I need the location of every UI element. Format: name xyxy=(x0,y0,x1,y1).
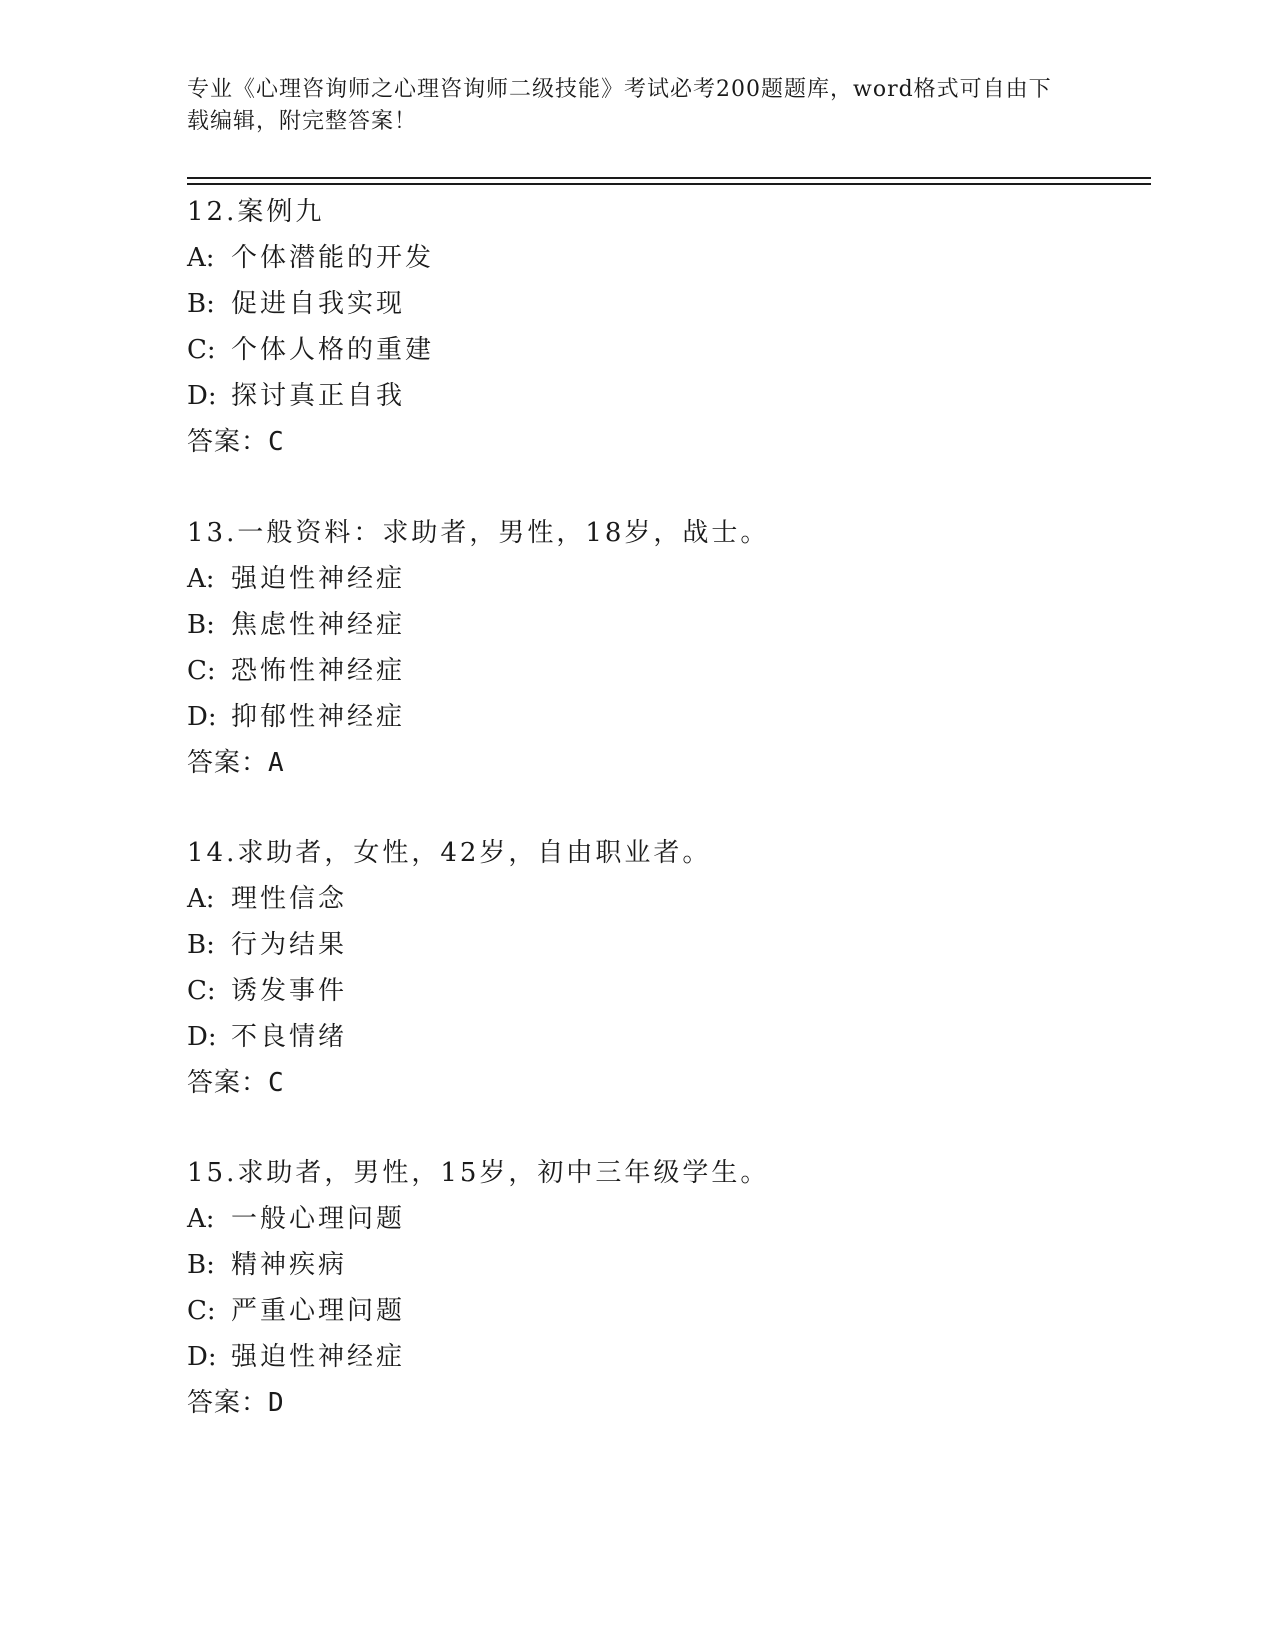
option-a xyxy=(187,556,1147,602)
option-c xyxy=(187,327,1147,373)
answer-label: 答案： xyxy=(187,427,269,457)
option-a xyxy=(187,1196,1147,1242)
answer-line xyxy=(187,1380,1147,1426)
option-d xyxy=(187,1334,1147,1380)
option-text: 理性信念 xyxy=(231,884,348,914)
option-text: 探讨真正自我 xyxy=(231,381,406,411)
option-text: 促进自我实现 xyxy=(231,289,406,319)
option-text: 诱发事件 xyxy=(231,976,348,1006)
option-b xyxy=(187,1242,1147,1288)
option-letter: A: xyxy=(187,243,215,273)
answer-label: 答案： xyxy=(187,1068,269,1098)
option-letter: C: xyxy=(187,1296,216,1326)
option-letter: B: xyxy=(187,289,215,319)
option-letter: A: xyxy=(187,1204,215,1234)
header-divider-top xyxy=(187,177,1151,179)
answer-label: 答案： xyxy=(187,1388,269,1418)
option-a xyxy=(187,235,1147,281)
option-text: 个体潜能的开发 xyxy=(231,243,435,273)
option-letter: C: xyxy=(187,656,216,686)
option-letter: D: xyxy=(187,1022,217,1052)
option-b xyxy=(187,922,1147,968)
header-divider-bottom xyxy=(187,183,1151,185)
option-letter: B: xyxy=(187,610,215,640)
question-stem: 15.求助者，男性，15岁，初中三年级学生。 xyxy=(187,1158,770,1188)
option-d xyxy=(187,373,1147,419)
answer-value: D xyxy=(268,1388,284,1418)
option-text: 强迫性神经症 xyxy=(231,564,406,594)
option-text: 恐怖性神经症 xyxy=(231,656,406,686)
option-letter: D: xyxy=(187,1342,217,1372)
option-letter: D: xyxy=(187,702,217,732)
option-text: 不良情绪 xyxy=(231,1022,348,1052)
answer-label: 答案： xyxy=(187,748,269,778)
option-b xyxy=(187,602,1147,648)
option-text: 行为结果 xyxy=(231,930,348,960)
option-text: 强迫性神经症 xyxy=(231,1342,406,1372)
document-header: 专业《心理咨询师之心理咨询师二级技能》考试必考200题题库，word格式可自由下载编辑，附完整答案！ xyxy=(187,77,1052,134)
option-text: 严重心理问题 xyxy=(231,1296,406,1326)
option-letter: D: xyxy=(187,381,217,411)
option-text: 个体人格的重建 xyxy=(231,335,435,365)
answer-value: C xyxy=(268,1068,284,1098)
question-15 xyxy=(187,1150,1147,1426)
answer-value: A xyxy=(268,748,284,778)
option-c xyxy=(187,1288,1147,1334)
option-text: 焦虑性神经症 xyxy=(231,610,406,640)
option-text: 抑郁性神经症 xyxy=(231,702,406,732)
option-letter: C: xyxy=(187,976,216,1006)
option-text: 精神疾病 xyxy=(231,1250,348,1280)
option-letter: B: xyxy=(187,1250,215,1280)
question-stem: 14.求助者，女性，42岁，自由职业者。 xyxy=(187,838,712,868)
question-stem: 12.案例九 xyxy=(187,197,325,227)
option-c xyxy=(187,968,1147,1014)
question-13 xyxy=(187,510,1147,786)
option-d xyxy=(187,694,1147,740)
answer-line xyxy=(187,1060,1147,1106)
option-a xyxy=(187,876,1147,922)
option-letter: A: xyxy=(187,564,215,594)
option-d xyxy=(187,1014,1147,1060)
option-letter: C: xyxy=(187,335,216,365)
option-letter: A: xyxy=(187,884,215,914)
question-14 xyxy=(187,830,1147,1106)
option-letter: B: xyxy=(187,930,215,960)
question-stem: 13.一般资料：求助者，男性，18岁，战士。 xyxy=(187,518,770,548)
question-12 xyxy=(187,189,1147,465)
option-c xyxy=(187,648,1147,694)
answer-value: C xyxy=(268,427,284,457)
option-text: 一般心理问题 xyxy=(231,1204,406,1234)
option-b xyxy=(187,281,1147,327)
answer-line xyxy=(187,419,1147,465)
answer-line xyxy=(187,740,1147,786)
